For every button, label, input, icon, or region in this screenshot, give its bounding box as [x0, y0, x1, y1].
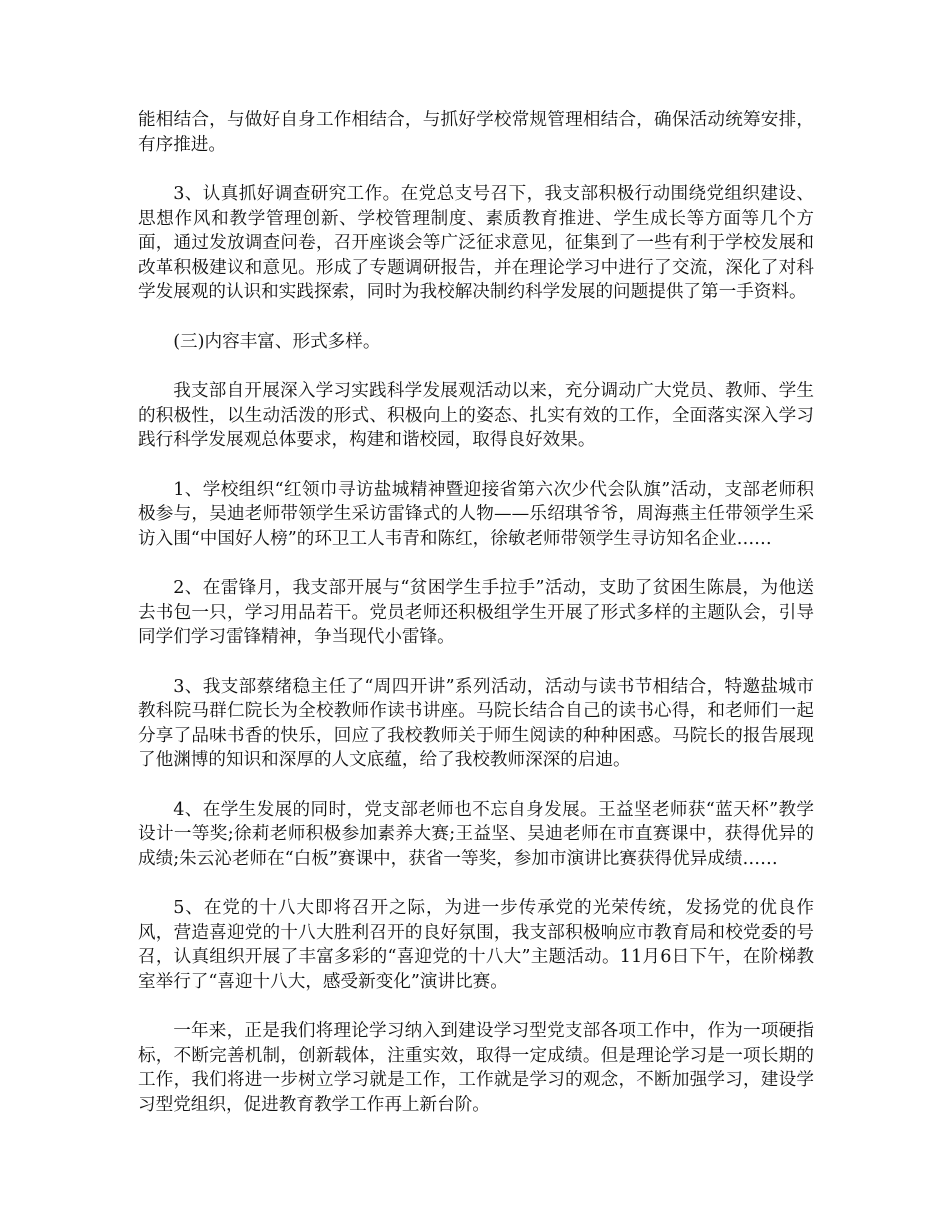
- paragraph-item-1: 1、学校组织“红领巾寻访盐城精神暨迎接省第六次少代会队旗”活动，支部老师积极参与，吴迪老师带领学生采访雷锋式的人物——乐绍琪爷爷，周海燕主任带领学生采访入围“中国好人榜”的环卫工人韦青和陈红，徐敏老师带领学生寻访知名企业……: [138, 479, 814, 549]
- paragraph-item-5: 5、在党的十八大即将召开之际，为进一步传承党的光荣传统，发扬党的优良作风，营造喜迎党的十八大胜利召开的良好氛围，我支部积极响应市教育局和校党委的号召，认真组织开展了丰富多彩的“喜迎党的十八大”主题活动。11月6日下午，在阶梯教室举行了“喜迎十八大，感受新变化”演讲比赛。: [138, 898, 814, 992]
- paragraph-activity-overview: 我支部自开展深入学习实践科学发展观活动以来，充分调动广大党员、教师、学生的积极性，以生动活泼的形式、积极向上的姿态、扎实有效的工作，全面落实深入学习践行科学发展观总体要求，构建和谐校园，取得良好效果。: [138, 381, 814, 450]
- paragraph-conclusion: 一年来，正是我们将理论学习纳入到建设学习型党支部各项工作中，作为一项硬指标，不断完善机制，创新载体，注重实效，取得一定成绩。但是理论学习是一项长期的工作，我们将进一步树立学习就是工作，工作就是学习的观念，不断加强学习，建设学习型党组织，促进教育教学工作再上新台阶。: [138, 1021, 814, 1115]
- paragraph-item-3: 3、我支部蔡绪稳主任了“周四开讲”系列活动，活动与读书节相结合，特邀盐城市教科院马群仁院长为全校教师作读书讲座。马院长结合自己的读书心得，和老师们一起分享了品味书香的快乐，回应了我校教师关于师生阅读的种种困惑。马院长的报告展现了他渊博的知识和深厚的人文底蕴，给了我校教师深深的启迪。: [138, 676, 814, 770]
- document-body: [138, 108, 814, 1142]
- paragraph-continuation: 能相结合，与做好自身工作相结合，与抓好学校常规管理相结合，确保活动统筹安排，有序推进。: [138, 110, 814, 155]
- paragraph-item-4: 4、在学生发展的同时，党支部老师也不忘自身发展。王益坚老师获“蓝天杯”教学设计一等奖;徐莉老师积极参加素养大赛;王益坚、吴迪老师在市直赛课中，获得优异的成绩;朱云沁老师在“白板”赛课中，获省一等奖，参加市演讲比赛获得优异成绩……: [138, 799, 814, 869]
- section-heading-content-forms: (三)内容丰富、形式多样。: [173, 331, 381, 352]
- paragraph-item-2: 2、在雷锋月，我支部开展与“贫困学生手拉手”活动，支助了贫困生陈晨，为他送去书包一只，学习用品若干。党员老师还积极组学生开展了形式多样的主题队会，引导同学们学习雷锋精神，争当现代小雷锋。: [138, 578, 814, 647]
- paragraph-research-work: 3、认真抓好调查研究工作。在党总支号召下，我支部积极行动围绕党组织建设、思想作风和教学管理创新、学校管理制度、素质教育推进、学生成长等方面等几个方面，通过发放调查问卷，召开座谈会等广泛征求意见，征集到了一些有利于学校发展和改革积极建议和意见。形成了专题调研报告，并在理论学习中进行了交流，深化了对科学发展观的认识和实践探索，同时为我校解决制约科学发展的问题提供了第一手资料。: [138, 184, 814, 302]
